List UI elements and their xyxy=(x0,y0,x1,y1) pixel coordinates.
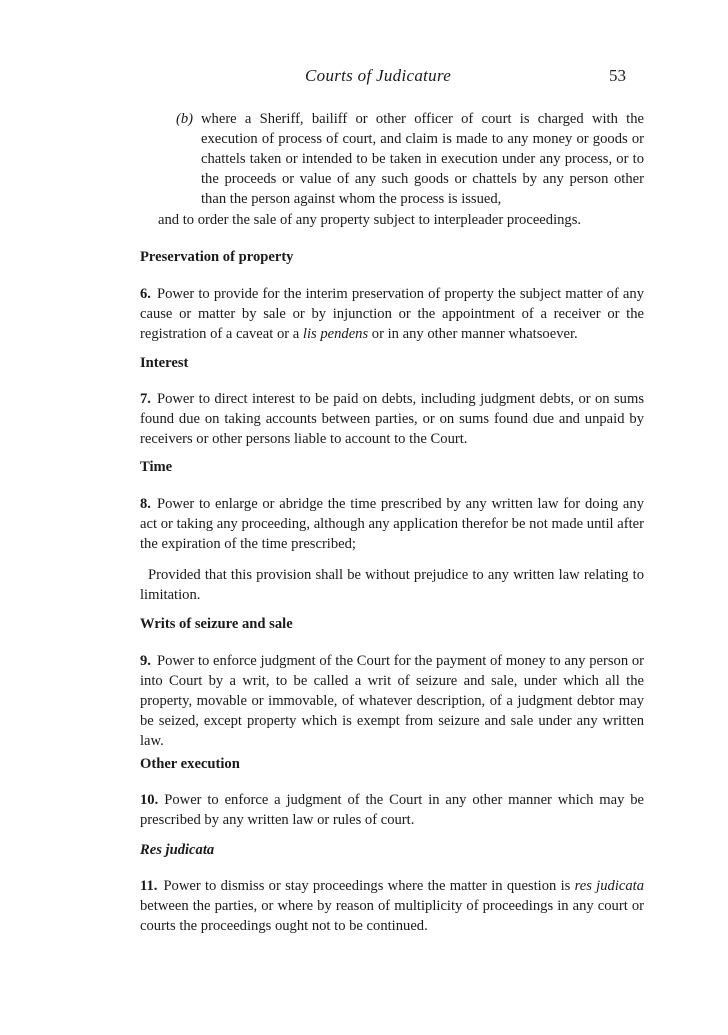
section-number: 6. xyxy=(140,286,151,302)
section-paragraph-9 xyxy=(140,651,644,751)
section-italic-term: lis pendens xyxy=(302,326,369,342)
section-number: 9. xyxy=(140,653,151,669)
section-paragraph-6 xyxy=(140,284,644,344)
section-proviso-8: Provided that this provision shall be without prejudice to any written law relating to limitation. xyxy=(140,567,644,603)
section-text: Power to dismiss or stay proceedings where the matter in question is xyxy=(163,878,575,894)
section-paragraph-7 xyxy=(140,389,644,449)
section-paragraph-10 xyxy=(140,790,644,830)
section-heading-writs: Writs of seizure and sale xyxy=(140,616,293,632)
page-number: 53 xyxy=(609,66,626,85)
section-number: 11. xyxy=(140,878,158,894)
section-italic-term: res judicata xyxy=(574,878,645,894)
continuation-text: and to order the sale of any property subject to interpleader proceedings. xyxy=(158,212,582,228)
section-text-end: between the parties, or where by reason of multiplicity of proceedings in any court or courts the proceedings ought not to be continued. xyxy=(140,898,644,934)
clause-b xyxy=(176,109,644,209)
section-number: 10. xyxy=(140,792,159,808)
section-text-end: or in any other manner whatsoever. xyxy=(368,326,578,342)
page-header xyxy=(140,66,644,90)
clause-label: (b) xyxy=(176,111,194,127)
section-heading-other-execution: Other execution xyxy=(140,756,240,772)
clause-text: where a Sheriff, bailiff or other officer of court is charged with the execution of process of court, and claim is made to any money or goods or chattels taken or intended to be taken in execution under any process, or to the proceeds or value of any such goods or chattels by any person other than the person against whom the process is issued, xyxy=(201,111,644,207)
section-heading-interest: Interest xyxy=(140,355,189,371)
section-heading-res-judicata: Res judicata xyxy=(140,842,215,858)
section-paragraph-11 xyxy=(140,876,644,936)
section-text: Power to enforce a judgment of the Court in any other manner which may be prescribed by any written law or rules of court. xyxy=(140,792,644,828)
section-heading-time: Time xyxy=(140,459,173,475)
section-text: Power to enlarge or abridge the time prescribed by any written law for doing any act or taking any proceeding, although any application therefor be not made until after the expiration of the time prescribed; xyxy=(140,496,644,552)
section-heading-preservation: Preservation of property xyxy=(140,249,294,265)
section-number: 7. xyxy=(140,391,151,407)
section-text: Power to enforce judgment of the Court for the payment of money to any person or into Court by a writ, to be called a writ of seizure and sale, under which all the property, movable or immovable, of whatever description, of a judgment debtor may be seized, except property which is exempt from seizure and sale under any written law. xyxy=(140,653,644,749)
section-number: 8. xyxy=(140,496,151,512)
section-text: Power to direct interest to be paid on debts, including judgment debts, or on sums found due on taking accounts between parties, or on sums found due and unpaid by receivers or other persons liable to account to the Court. xyxy=(140,391,644,447)
running-title: Courts of Judicature xyxy=(305,66,452,85)
section-text: Power to provide for the interim preservation of property the subject matter of any cause or matter by sale or by injunction or the appointment of a receiver or the registration of a caveat or a xyxy=(140,286,644,342)
section-paragraph-8 xyxy=(140,494,644,554)
